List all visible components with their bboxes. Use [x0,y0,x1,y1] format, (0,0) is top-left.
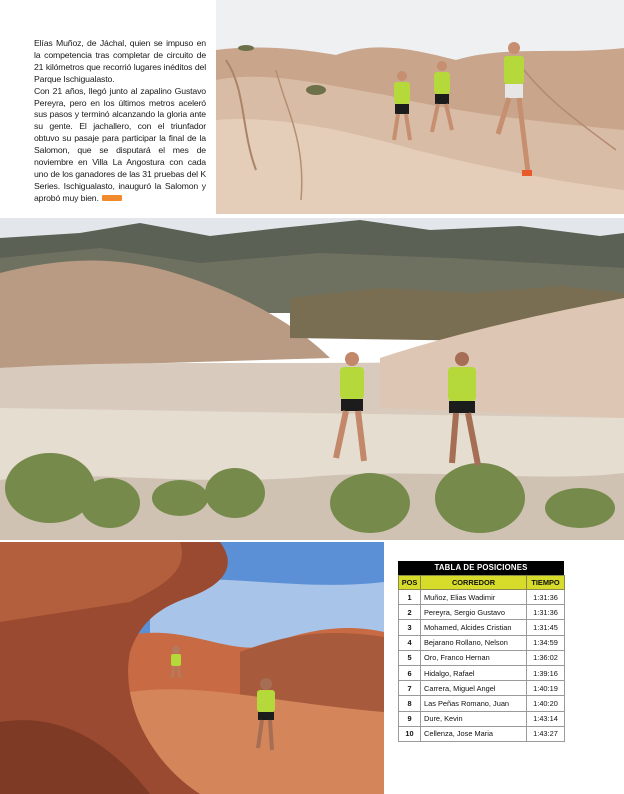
standings-title: TABLA DE POSICIONES [398,561,564,575]
photo-runners-ridge [216,0,624,214]
table-row [399,635,565,650]
cell-time: 1:40:20 [527,696,565,711]
cell-name: Carrera, Miguel Angel [421,681,527,696]
article-body [34,38,206,205]
table-row [399,711,565,726]
cell-time: 1:34:59 [527,635,565,650]
article-paragraph-text: Con 21 años, llegó junto al zapalino Gustavo Pereyra, pero en los últimos metros aceleró sus pasos y terminó alcanzando la gloria ante su gente. El jachallero, con el triunfador obtuvo su pasaje para participar la final de la Salomon, que se disputará el mes de noviembre en Villa La Angostura con cada uno de los ganadores de las 31 pruebas del K Series. Ischigualasto, inauguró la Salomon y aprobó muy bien. [34,85,206,203]
table-row [399,681,565,696]
photo-runners-canyon [0,542,384,794]
cell-pos: 2 [399,605,421,620]
cell-name: Hidalgo, Rafael [421,665,527,680]
table-row [399,665,565,680]
cell-pos: 3 [399,620,421,635]
column-header-corredor: CORREDOR [421,576,527,590]
cell-pos: 9 [399,711,421,726]
cell-time: 1:39:16 [527,665,565,680]
table-row [399,620,565,635]
cell-name: Dure, Kevin [421,711,527,726]
table-row [399,726,565,741]
cell-pos: 6 [399,665,421,680]
cell-time: 1:40:19 [527,681,565,696]
column-header-tiempo: TIEMPO [527,576,565,590]
table-row [399,590,565,605]
cell-time: 1:31:36 [527,590,565,605]
standings-table [398,561,564,742]
article-paragraph [34,86,206,205]
cell-name: Mohamed, Alcides Cristian [421,620,527,635]
cell-time: 1:31:36 [527,605,565,620]
cell-pos: 7 [399,681,421,696]
cell-time: 1:36:02 [527,650,565,665]
cell-name: Bejarano Rollano, Nelson [421,635,527,650]
photo-runners-valley [0,218,624,540]
table-row [399,650,565,665]
table-row [399,696,565,711]
cell-pos: 1 [399,590,421,605]
cell-time: 1:43:14 [527,711,565,726]
cell-pos: 8 [399,696,421,711]
cell-name: Las Peñas Romano, Juan [421,696,527,711]
end-of-article-mark [102,195,122,201]
cell-pos: 5 [399,650,421,665]
cell-pos: 4 [399,635,421,650]
cell-name: Pereyra, Sergio Gustavo [421,605,527,620]
cell-time: 1:43:27 [527,726,565,741]
cell-pos: 10 [399,726,421,741]
cell-name: Cellenza, Jose Maria [421,726,527,741]
article-paragraph: Elías Muñoz, de Jáchal, quien se impuso en la competencia tras completar de circuito de 21 kilómetros que recorrió lugares inéditos del Parque Ischigualasto. [34,38,206,84]
cell-name: Muñoz, Elias Wadimir [421,590,527,605]
cell-time: 1:31:45 [527,620,565,635]
table-row [399,605,565,620]
standings-grid [398,575,565,742]
cell-name: Oro, Franco Hernan [421,650,527,665]
column-header-pos: POS [399,576,421,590]
table-header-row [399,576,565,590]
